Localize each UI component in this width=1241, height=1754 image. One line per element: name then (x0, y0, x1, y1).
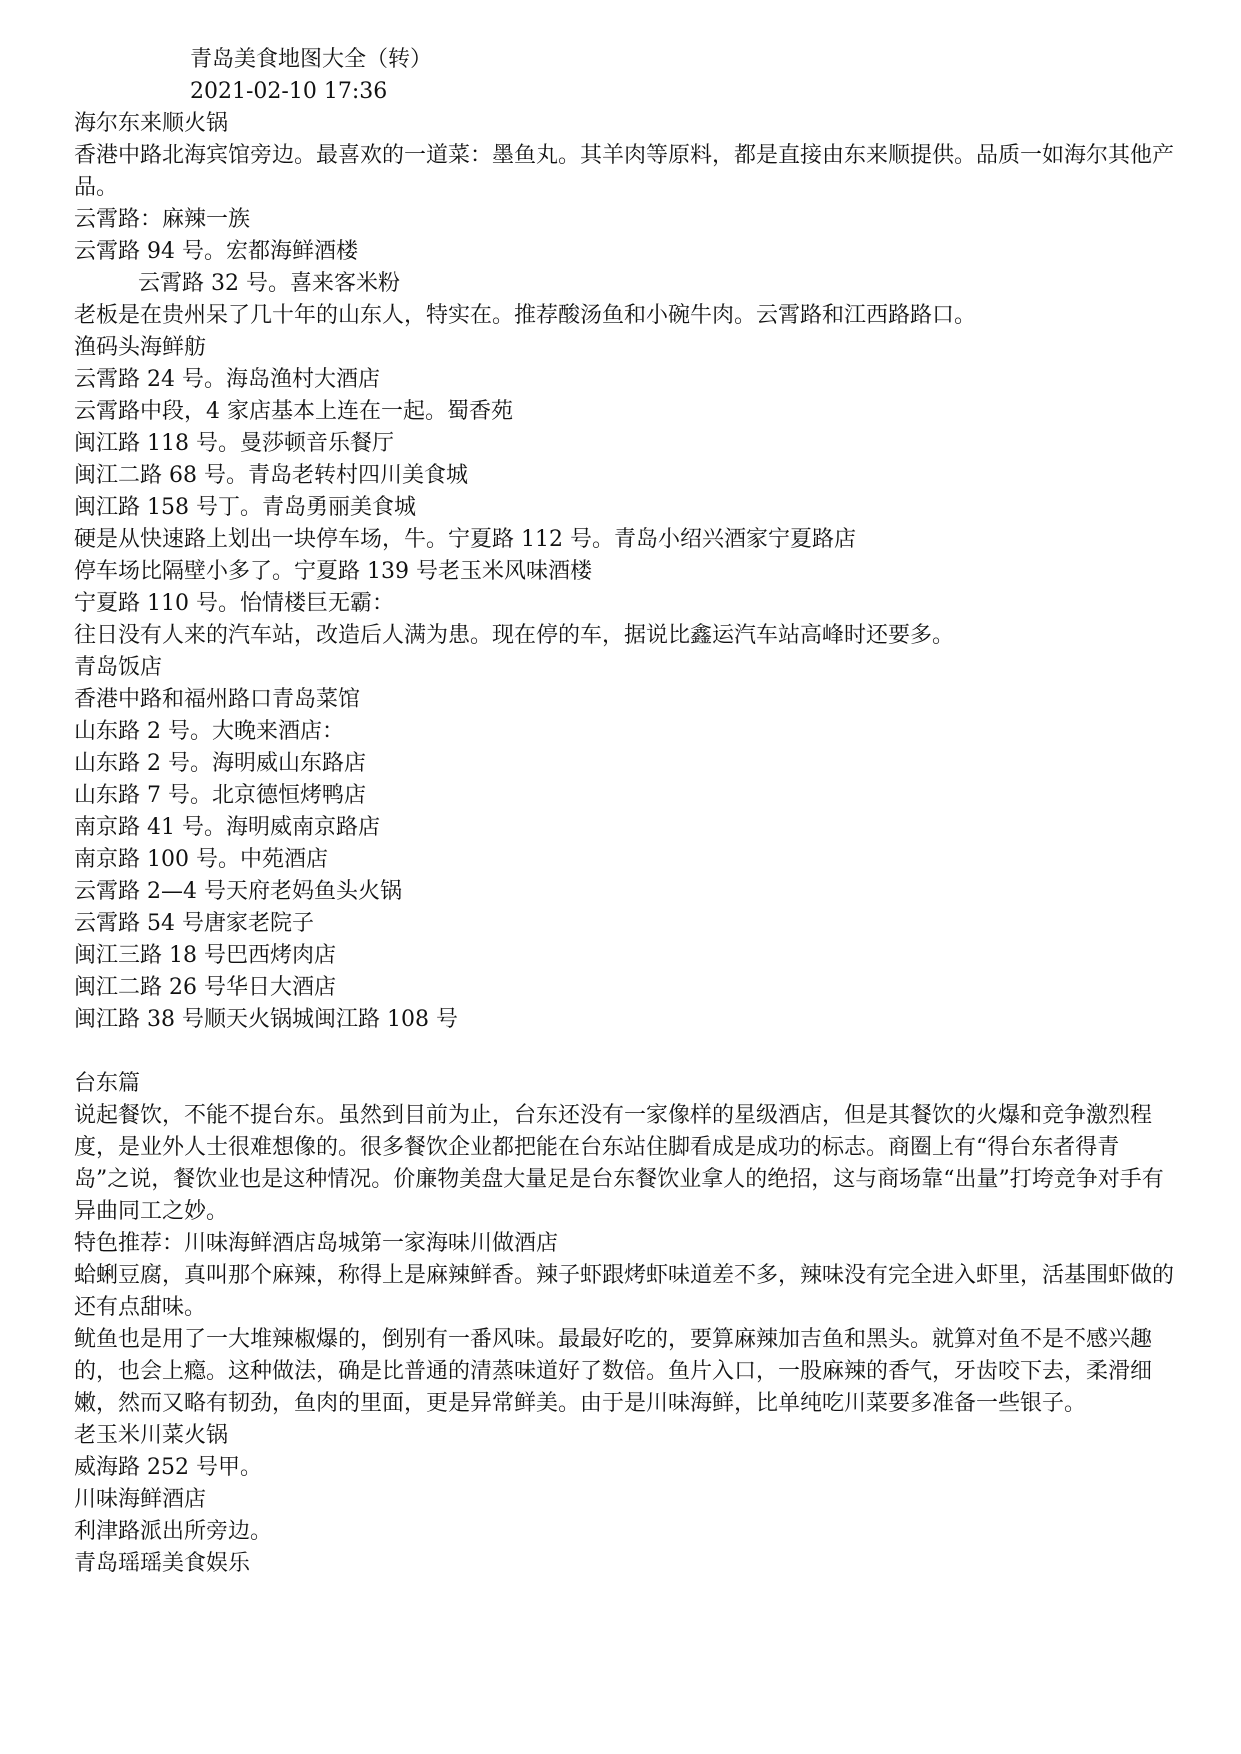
body-paragraph: 鱿鱼也是用了一大堆辣椒爆的，倒别有一番风味。最最好吃的，要算麻辣加吉鱼和黑头。就算对鱼不是不感兴趣的，也会上瘾。这种做法，确是比普通的清蒸味道好了数倍。鱼片入口，一股麻辣的香气，牙齿咬下去，柔滑细嫩，然而又略有韧劲，鱼肉的里面，更是异常鲜美。由于是川味海鲜，比单纯吃川菜要多准备一些银子。 (74, 1327, 1153, 1416)
list-line: 老板是在贵州呆了几十年的山东人，特实在。推荐酸汤鱼和小碗牛肉。云霄路和江西路路口。 (74, 303, 977, 328)
list-line: 宁夏路 110 号。怡情楼巨无霸： (74, 591, 394, 616)
list-line: 闽江二路 68 号。青岛老转村四川美食城 (74, 463, 468, 488)
body-paragraph: 蛤蜊豆腐，真叫那个麻辣，称得上是麻辣鲜香。辣子虾跟烤虾味道差不多，辣味没有完全进入虾里，活基围虾做的还有点甜味。 (74, 1263, 1175, 1320)
document-header (190, 44, 432, 108)
restaurant-name: 青岛瑶瑶美食娱乐 (74, 1551, 251, 1576)
list-line: 利津路派出所旁边。 (74, 1519, 273, 1544)
list-line: 山东路 2 号。大晚来酒店： (74, 719, 344, 744)
list-line: 云霄路 24 号。海岛渔村大酒店 (74, 367, 380, 392)
restaurant-name: 川味海鲜酒店 (74, 1487, 207, 1512)
list-line: 威海路 252 号甲。 (74, 1455, 262, 1480)
list-line: 云霄路：麻辣一族 (74, 207, 251, 232)
list-line: 停车场比隔壁小多了。宁夏路 139 号老玉米风味酒楼 (74, 559, 592, 584)
list-line: 渔码头海鲜舫 (74, 335, 207, 360)
document-title: 青岛美食地图大全（转） (190, 47, 433, 72)
list-line: 青岛饭店 (74, 655, 163, 680)
list-line: 云霄路 94 号。宏都海鲜酒楼 (74, 239, 358, 264)
document-datetime: 2021-02-10 17:36 (190, 79, 388, 104)
list-line: 闽江二路 26 号华日大酒店 (74, 975, 336, 1000)
list-line: 闽江路 158 号丁。青岛勇丽美食城 (74, 495, 416, 520)
list-line: 特色推荐：川味海鲜酒店岛城第一家海味川做酒店 (74, 1231, 559, 1256)
list-line: 闽江三路 18 号巴西烤肉店 (74, 943, 336, 968)
blank-line (74, 1036, 1174, 1068)
list-line: 硬是从快速路上划出一块停车场，牛。宁夏路 112 号。青岛小绍兴酒家宁夏路店 (74, 527, 856, 552)
section-heading: 台东篇 (74, 1071, 141, 1096)
list-line: 往日没有人来的汽车站，改造后人满为患。现在停的车，据说比鑫运汽车站高峰时还要多。 (74, 623, 955, 648)
list-line: 山东路 2 号。海明威山东路店 (74, 751, 366, 776)
list-line: 云霄路 2—4 号天府老妈鱼头火锅 (74, 879, 402, 904)
list-line: 闽江路 38 号顺天火锅城闽江路 108 号 (74, 1007, 458, 1032)
list-line: 云霄路 54 号唐家老院子 (74, 911, 314, 936)
list-line: 山东路 7 号。北京德恒烤鸭店 (74, 783, 366, 808)
list-line: 闽江路 118 号。曼莎顿音乐餐厅 (74, 431, 394, 456)
list-line: 香港中路和福州路口青岛菜馆 (74, 687, 361, 712)
document-body (74, 108, 1174, 1580)
body-paragraph: 香港中路北海宾馆旁边。最喜欢的一道菜：墨鱼丸。其羊肉等原料，都是直接由东来顺提供。品质一如海尔其他产品。 (74, 143, 1175, 200)
list-line: 云霄路 32 号。喜来客米粉 (138, 271, 400, 296)
list-line: 南京路 100 号。中苑酒店 (74, 847, 328, 872)
body-paragraph: 说起餐饮，不能不提台东。虽然到目前为止，台东还没有一家像样的星级酒店，但是其餐饮的火爆和竞争激烈程度，是业外人士很难想像的。很多餐饮企业都把能在台东站住脚看成是成功的标志。商圈上有“得台东者得青岛”之说，餐饮业也是这种情况。价廉物美盘大量足是台东餐饮业拿人的绝招，这与商场靠“出量”打垮竞争对手有异曲同工之妙。 (74, 1103, 1164, 1224)
restaurant-name: 老玉米川菜火锅 (74, 1423, 229, 1448)
list-line: 南京路 41 号。海明威南京路店 (74, 815, 380, 840)
restaurant-name: 海尔东来顺火锅 (74, 111, 229, 136)
list-line: 云霄路中段，4 家店基本上连在一起。蜀香苑 (74, 399, 513, 424)
